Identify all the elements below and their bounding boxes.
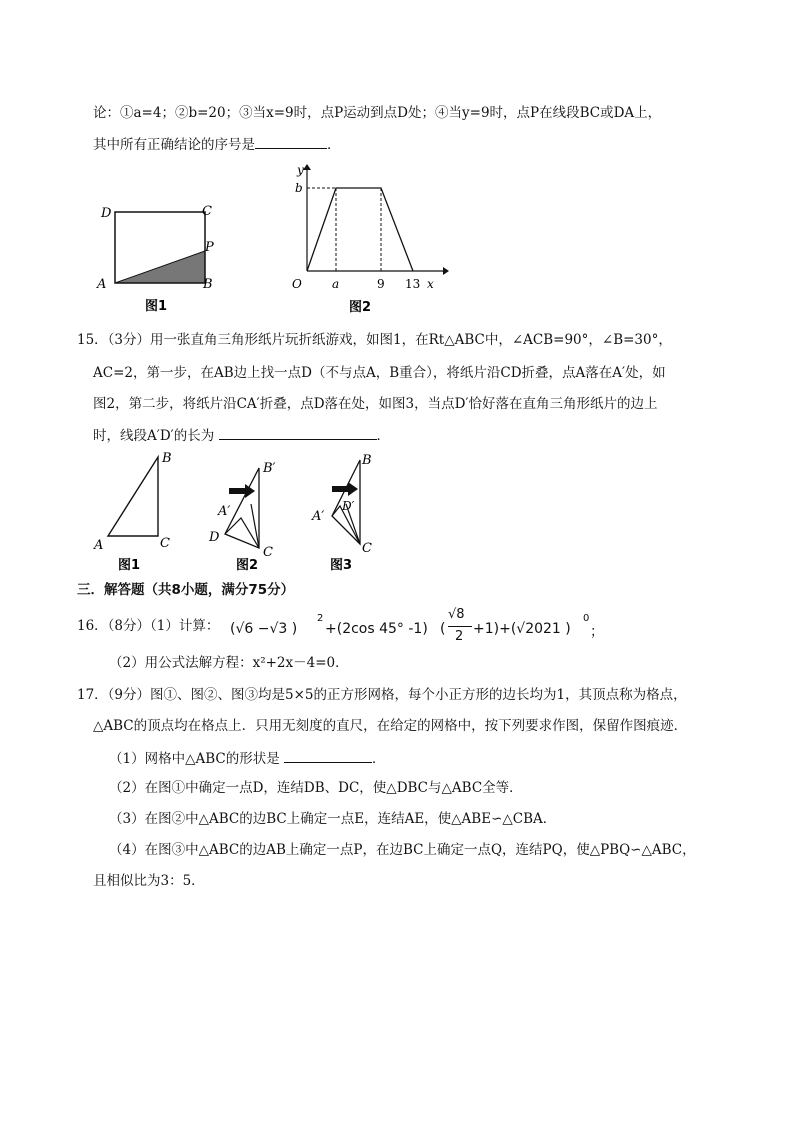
q15-line4-text: 时，线段A′D′的长为 xyxy=(93,428,215,444)
q17-part1 xyxy=(109,747,386,769)
q15-line2: AC=2，第一步，在AB边上找一点D（不与点A，B重合），将纸片沿CD折叠，点A落在A′处，如 xyxy=(93,365,666,381)
label-d: D xyxy=(209,530,220,545)
label-a-prime: A′ xyxy=(218,504,231,519)
q15-line4-end: ． xyxy=(376,428,391,444)
q14-figure2 xyxy=(283,160,453,320)
arrow-icon xyxy=(332,482,358,496)
label-p: P xyxy=(205,240,214,255)
arrow-icon xyxy=(229,484,255,498)
q15-answer-blank xyxy=(219,424,377,440)
label-c: C xyxy=(202,204,212,219)
shaded-triangle xyxy=(115,251,205,283)
y-axis-arrow xyxy=(303,164,311,170)
fig2-caption: 图2 xyxy=(236,558,259,573)
fraction-bar xyxy=(448,626,472,627)
label-b: B xyxy=(362,453,372,468)
fig1-caption: 图1 xyxy=(118,558,141,573)
q15-line1: 15．（3分）用一张直角三角形纸片玩折纸游戏，如图1，在Rt△ABC中，∠ACB=90°，∠B=30°， xyxy=(77,332,672,348)
formula-part4: +1)+(√2021 ) xyxy=(473,621,571,637)
fraction-numerator: √8 xyxy=(448,607,465,622)
label-a: A xyxy=(97,277,107,292)
label-o: O xyxy=(292,277,302,291)
q16-line2: （2）用公式法解方程：x²+2x－4=0． xyxy=(109,655,349,671)
graph-line xyxy=(307,188,413,271)
label-c: C xyxy=(263,545,273,560)
q17-part2: （2）在图①中确定一点D，连结DB、DC，使△DBC与△ABC全等． xyxy=(109,780,523,796)
fraction-denominator: 2 xyxy=(455,629,464,644)
formula-exponent-2: 2 xyxy=(317,613,324,624)
q14-figure1 xyxy=(93,193,223,333)
fig2-caption: 图2 xyxy=(349,300,372,315)
q14-line1: 论：①a=4；②b=20；③当x=9时，点P运动到点D处；④当y=9时，点P在线段BC或DA上， xyxy=(93,105,662,121)
formula-part2: +(2cos 45° -1) xyxy=(325,621,428,637)
formula-end: ； xyxy=(590,624,604,640)
label-9: 9 xyxy=(377,277,385,291)
q17-part5: 且相似比为3：5． xyxy=(93,873,205,889)
q15-figure3 xyxy=(304,448,404,578)
q14-line2 xyxy=(93,133,341,155)
label-a: a xyxy=(332,277,340,291)
fig3-caption: 图3 xyxy=(330,558,353,573)
q17-answer-blank xyxy=(284,747,372,763)
label-a-prime: A′ xyxy=(312,509,325,524)
q15-line3: 图2，第二步，将纸片沿CA′折叠，点D落在处，如图3，当点D′恰好落在直角三角形纸片的边上 xyxy=(93,396,658,412)
q17-part1-text: （1）网格中△ABC的形状是 xyxy=(109,751,280,767)
section-heading: 三．解答题（共8小题，满分75分） xyxy=(77,582,295,598)
q17-line2: △ABC的顶点均在格点上．只用无刻度的直尺，在给定的网格中，按下列要求作图，保留作图痕迹． xyxy=(93,718,688,734)
label-a: A xyxy=(94,538,104,553)
q17-line1: 17．（9分）图①、图②、图③均是5×5的正方形网格，每个小正方形的边长均为1，其顶点称为格点， xyxy=(77,687,687,703)
label-y: y xyxy=(297,163,304,177)
label-13: 13 xyxy=(405,277,421,291)
formula-part1: (√6 −√3 ) xyxy=(230,621,298,637)
q15-figure2 xyxy=(205,448,305,578)
q14-line2-text: 其中所有正确结论的序号是 xyxy=(93,137,255,153)
label-c: C xyxy=(362,541,372,556)
label-c: C xyxy=(160,536,170,551)
q14-answer-blank xyxy=(255,133,327,149)
label-d: D xyxy=(101,206,112,221)
q16-prefix: 16．（8分）（1）计算： xyxy=(77,618,220,634)
label-b: B xyxy=(162,451,172,466)
q15-line4 xyxy=(93,424,390,446)
q17-part4: （4）在图③中△ABC的边AB上确定一点P，在边BC上确定一点Q，连结PQ，使△PBQ∽△ABC， xyxy=(109,842,696,858)
label-b: b xyxy=(295,181,303,195)
label-x: x xyxy=(427,277,434,291)
triangle-abc xyxy=(108,457,158,536)
x-axis-arrow xyxy=(443,267,449,275)
label-b: B xyxy=(203,277,213,292)
q17-part3: （3）在图②中△ABC的边BC上确定一点E，连结AE，使△ABE∽△CBA． xyxy=(109,811,557,827)
formula-exponent-0: 0 xyxy=(583,613,590,624)
label-b-prime: B′ xyxy=(263,461,276,476)
q17-part1-end: ． xyxy=(372,751,386,767)
q14-line2-end: ． xyxy=(327,137,341,153)
fig1-caption: 图1 xyxy=(145,299,168,314)
label-d-prime: D′ xyxy=(342,499,355,513)
q15-figure1 xyxy=(90,448,190,578)
formula-part3: ( xyxy=(440,621,446,637)
